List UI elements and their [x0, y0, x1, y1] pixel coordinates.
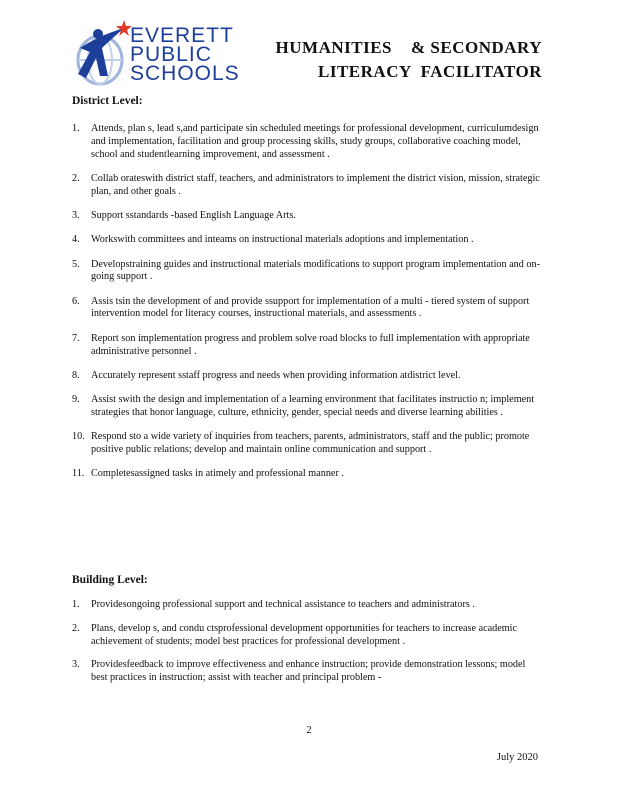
item-text: Workswith committees and inteams on instructional materials adoptions and implementation .	[91, 234, 474, 246]
item-text: Completesassigned tasks in atimely and professional manner .	[91, 468, 344, 480]
item-number: 1.	[72, 599, 80, 610]
logo-line-3: SCHOOLS	[130, 62, 240, 85]
item-text: Accurately represent sstaff progress and needs when providing information atdistrict level.	[91, 369, 461, 381]
building-level-heading: Building Level:	[72, 574, 148, 586]
item-text: Providesfeedback to improve effectiveness and enhance instruction; provide demonstration lessons; model best practices in instruction; assist with teacher and principal problem -	[91, 659, 526, 684]
item-text: Support sstandards -based English Language Arts.	[91, 209, 296, 221]
title-line-2: LITERACY FACILITATOR	[318, 62, 542, 81]
item-text: Report son implementation progress and problem solve road blocks to full implementation with appropriate administrative personnel .	[91, 332, 530, 357]
list-item	[72, 259, 542, 285]
item-text: Developstraining guides and instructional materials modifications to support program implementation and on-going support .	[91, 258, 541, 283]
item-text: Respond sto a wide variety of inquiries from teachers, parents, administrators, staff and the public; promote positive public relations; develop and maintain online communication and support .	[91, 431, 530, 456]
list-item	[72, 468, 542, 481]
item-text: Collab orateswith district staff, teachers, and administrators to implement the district vision, mission, strategic plan, and other goals .	[91, 172, 540, 197]
item-number: 6.	[72, 295, 80, 307]
list-item	[72, 370, 542, 383]
list-item	[72, 659, 542, 685]
item-number: 11.	[72, 468, 85, 480]
item-number: 10.	[72, 431, 85, 443]
list-item	[72, 394, 542, 420]
list-item	[72, 296, 542, 322]
item-number: 9.	[72, 394, 80, 406]
building-level-list	[72, 599, 542, 696]
item-number: 2.	[72, 622, 80, 634]
logo-wordmark	[130, 26, 240, 83]
logo-figure-icon	[72, 18, 132, 90]
item-number: 4.	[72, 234, 80, 246]
list-item	[72, 333, 542, 359]
list-item	[72, 210, 542, 223]
item-text: Attends, plan s, lead s,and participate sin scheduled meetings for professional development, curriculumdesign and implementation, facilitation and group processing skills, study groups, collaborative coaching model, school and studentlearning improvement, and assessment .	[91, 123, 539, 160]
item-number: 8.	[72, 369, 80, 381]
item-number: 3.	[72, 659, 80, 671]
page-number: 2	[306, 725, 312, 736]
item-number: 7.	[72, 332, 80, 344]
title-line-1: HUMANITIES & SECONDARY	[275, 38, 542, 57]
item-text: Assis tsin the development of and provide ssupport for implementation of a multi - tiered system of support intervention model for literacy courses, instructional materials, and assessments .	[91, 295, 530, 320]
item-number: 5.	[72, 258, 80, 270]
list-item	[72, 599, 542, 612]
district-level-heading: District Level:	[72, 95, 143, 107]
list-item	[72, 234, 542, 247]
item-text: Plans, develop s, and condu ctsprofessional development opportunities for teachers to increase academic achievement of students; model best practices for professional development .	[91, 622, 518, 647]
district-level-list	[72, 123, 542, 493]
list-item	[72, 431, 542, 457]
logo-line-1: EVERETT	[130, 24, 234, 47]
logo-line-2: PUBLIC	[130, 43, 212, 66]
item-number: 1.	[72, 123, 80, 134]
item-number: 2.	[72, 172, 80, 184]
footer-date: July 2020	[496, 752, 538, 763]
everett-public-schools-logo	[72, 18, 242, 90]
list-item	[72, 623, 542, 649]
item-text: Assist swith the design and implementation of a learning environment that facilitates instructio n; implement strategies that honor language, culture, ethnicity, gender, special needs and diverse learning abilities .	[91, 394, 535, 418]
item-number: 3.	[72, 209, 80, 221]
list-item	[72, 123, 542, 161]
document-title	[276, 36, 542, 84]
item-text: Providesongoing professional support and technical assistance to teachers and administrators .	[91, 599, 475, 610]
list-item	[72, 173, 542, 199]
